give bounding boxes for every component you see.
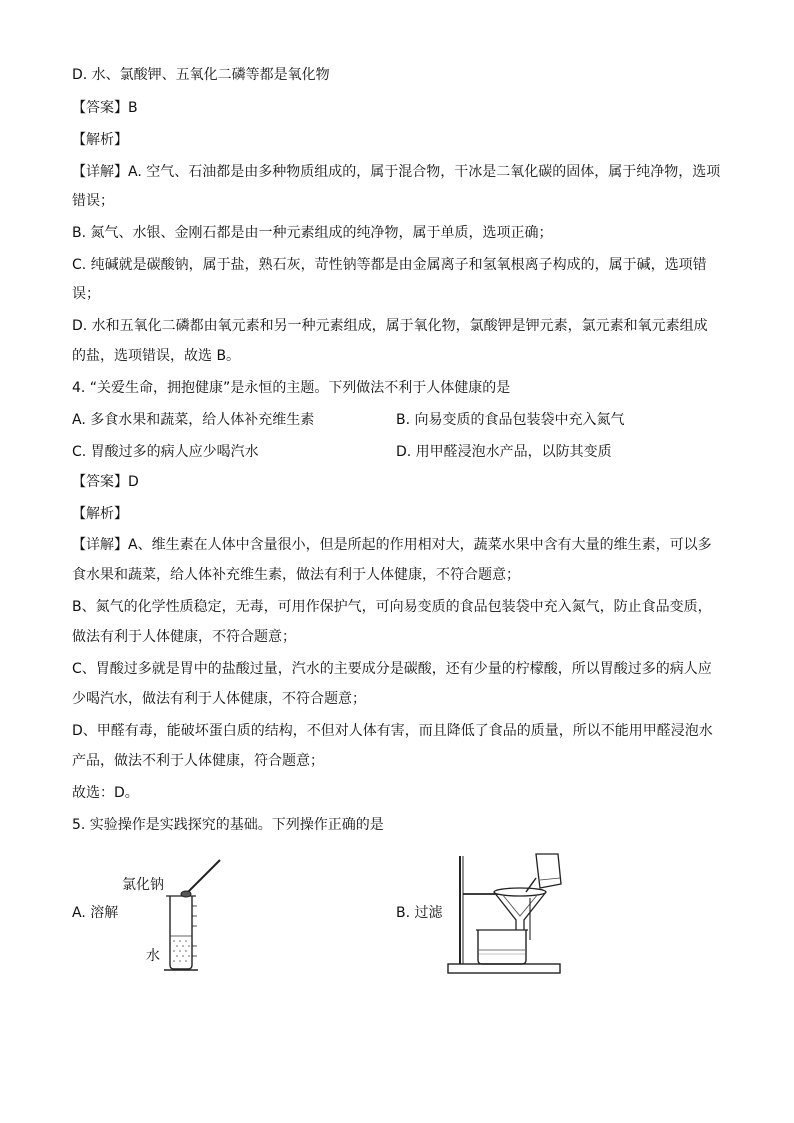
q3-detail-line: 误；	[72, 286, 100, 302]
q4-detail-line: B、氮气的化学性质稳定，无毒，可用作保护气，可向易变质的食品包装袋中充入氮气，防止食品变质，	[72, 599, 712, 615]
q4-detail-line: D、甲醛有毒，能破坏蛋白质的结构，不但对人体有害，而且降低了食品的质量，所以不能用甲醛浸泡水	[72, 723, 713, 739]
q3-answer: 【答案】B	[72, 100, 138, 116]
q4-option-a: A. 多食水果和蔬菜，给人体补充维生素	[72, 412, 315, 428]
filtration-apparatus-figure	[440, 848, 580, 978]
q3-detail-line: C. 纯碱就是碳酸钠，属于盐，熟石灰，苛性钠等都是由金属离子和氢氧根离子构成的，属于碱，选项错	[72, 257, 707, 273]
q4-detail-line: 食水果和蔬菜，给人体补充维生素，做法有利于人体健康，不符合题意；	[72, 567, 520, 583]
q3-detail-line: D. 水和五氧化二磷都由氧元素和另一种元素组成，属于氧化物，氯酸钾是钾元素，氯元素和氧元素组成	[72, 318, 708, 334]
q4-detail-line: 少喝汽水，做法有利于人体健康，不符合题意；	[72, 691, 366, 707]
q4-option-c: C. 胃酸过多的病人应少喝汽水	[72, 444, 259, 460]
q3-detail-line: 错误；	[72, 193, 114, 209]
q4-option-d: D. 用甲醛浸泡水产品，以防其变质	[396, 444, 612, 460]
dissolving-apparatus-figure	[160, 852, 235, 972]
q3-detail-line: 【详解】A. 空气、石油都是由多种物质组成的，属于混合物，干冰是二氧化碳的固体，属于纯净物，选项	[72, 164, 721, 180]
q4-answer: 【答案】D	[72, 474, 139, 490]
q4-analysis-title: 【解析】	[72, 506, 128, 522]
q3-detail-line: 的盐，选项错误，故选 B。	[72, 348, 241, 364]
q4-detail-line: 【详解】A、维生素在人体中含量很小，但是所起的作用相对大，蔬菜水果中含有大量的维生素，可以多	[72, 537, 712, 553]
q4-detail-line: 做法有利于人体健康，不符合题意；	[72, 629, 296, 645]
q4-stem: 4. “关爱生命，拥抱健康”是永恒的主题。下列做法不利于人体健康的是	[72, 380, 511, 396]
q4-detail-line: C、胃酸过多就是胃中的盐酸过量，汽水的主要成分是碳酸，还有少量的柠檬酸，所以胃酸过多的病人应	[72, 661, 712, 677]
q5-option-a: A. 溶解	[72, 905, 119, 921]
q5-option-b: B. 过滤	[396, 905, 443, 921]
q5-stem: 5. 实验操作是实践探究的基础。下列操作正确的是	[72, 817, 384, 833]
q3-detail-line: B. 氮气、水银、金刚石都是由一种元素组成的纯净物，属于单质，选项正确；	[72, 225, 553, 241]
q3-option-d: D. 水、氯酸钾、五氧化二磷等都是氧化物	[72, 67, 330, 83]
q3-analysis-title: 【解析】	[72, 132, 128, 148]
q4-option-b: B. 向易变质的食品包装袋中充入氮气	[396, 412, 625, 428]
q5-fig-a-label-nacl: 氯化钠	[122, 877, 164, 893]
q4-conclusion: 故选：D。	[72, 785, 139, 801]
q4-detail-line: 产品，做法不利于人体健康，符合题意；	[72, 753, 324, 769]
q5-fig-a-label-water: 水	[146, 948, 160, 964]
